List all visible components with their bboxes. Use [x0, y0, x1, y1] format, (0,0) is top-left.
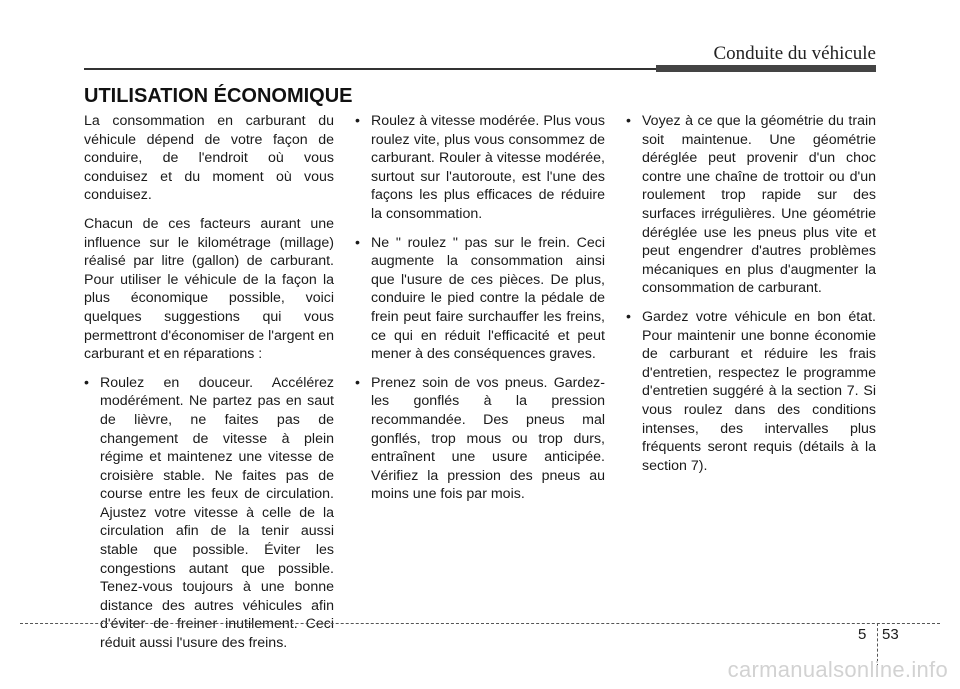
bullet-marker: • — [626, 308, 631, 325]
list-item — [626, 112, 876, 298]
list-item — [626, 308, 876, 475]
text-column-1 — [84, 112, 334, 663]
page-number: 53 — [882, 626, 899, 643]
bullet-marker: • — [84, 374, 89, 391]
text-column-2 — [355, 112, 605, 514]
list-item-text: Roulez en douceur. Accélérez modérément. Ne partez pas en saut de lièvre, ne faites pas de changement de vitesse à plein régime et maintenez une vitesse de croisière stable. Ne faites pas de course entre les feux de circulation. Ajustez votre vitesse à celle de la circulation afin de la tenir aussi stable que possible. Éviter les congestions autant que possible. Tenez-vous toujours à une bonne distance des autres véhicules afin d'éviter de freiner inutilement. Ceci réduit aussi l'usure des freins. — [100, 374, 334, 652]
bullet-marker: • — [626, 113, 631, 129]
bullet-list — [355, 112, 605, 504]
paragraph: Chacun de ces facteurs aurant une influence sur le kilométrage (millage) réalisé par litre (gallon) de carburant. Pour utiliser le véhicule de la façon la plus économique possible, voici quelques suggestions qui vous permettront d'économiser de l'argent en carburant et en réparations : — [84, 215, 334, 363]
list-item — [355, 374, 605, 504]
bullet-marker: • — [355, 374, 360, 391]
list-item — [84, 374, 334, 653]
text-column-3 — [626, 112, 876, 485]
section-title: UTILISATION ÉCONOMIQUE — [84, 85, 353, 107]
watermark: carmanualsonline.info — [727, 657, 948, 682]
list-item — [355, 234, 605, 364]
header-rule — [84, 68, 656, 70]
list-item-text: Roulez à vitesse modérée. Plus vous roulez vite, plus vous consommez de carburant. Rouler à vitesse modérée, surtout sur l'autoroute, est l'une des façons les plus efficaces de réduire la consommation. — [371, 113, 605, 222]
bullet-marker: • — [355, 234, 360, 251]
chapter-title: Conduite du véhicule — [713, 43, 876, 64]
list-item-text: Voyez à ce que la géométrie du train soit maintenue. Une géométrie déréglée peut provenir d'un choc contre une chaîne de trottoir ou d'un roulement trop rapide sur des surfaces irrégulières. Une géométrie déréglée use les pneus plus vite et peut engendrer d'autres problèmes mécaniques en plus d'augmenter la consommation de carburant. — [642, 113, 876, 297]
bullet-marker: • — [355, 113, 360, 129]
list-item-text: Ne " roulez " pas sur le frein. Ceci augmente la consommation ainsi que l'usure de ces pièces. De plus, conduire le pied contre la pédale de frein peut faire surchauffer les freins, ce qui en réduit l'efficacité et peut mener à des conséquences graves. — [371, 234, 605, 363]
header-bar — [656, 65, 876, 72]
list-item — [355, 112, 605, 224]
list-item-text: Prenez soin de vos pneus. Gardez-les gonflés à la pression recommandée. Des pneus mal gonflés, trop mous ou trop durs, entraînent une usure anticipée. Vérifiez la pression des pneus au moins une fois par mois. — [371, 374, 605, 503]
bullet-list — [84, 374, 334, 653]
paragraph: La consommation en carburant du véhicule dépend de votre façon de conduire, de l'endroit où vous conduisez et du moment où vous conduisez. — [84, 113, 334, 204]
section-number: 5 — [858, 626, 867, 643]
footer-rule — [20, 623, 940, 624]
bullet-list — [626, 112, 876, 475]
list-item-text: Gardez votre véhicule en bon état. Pour maintenir une bonne économie de carburant et réduire les frais d'entretien, respectez le programme d'entretien suggéré à la section 7. Si vous roulez dans des conditions intenses, des intervalles plus fréquents seront requis (détails à la section 7). — [642, 308, 876, 474]
